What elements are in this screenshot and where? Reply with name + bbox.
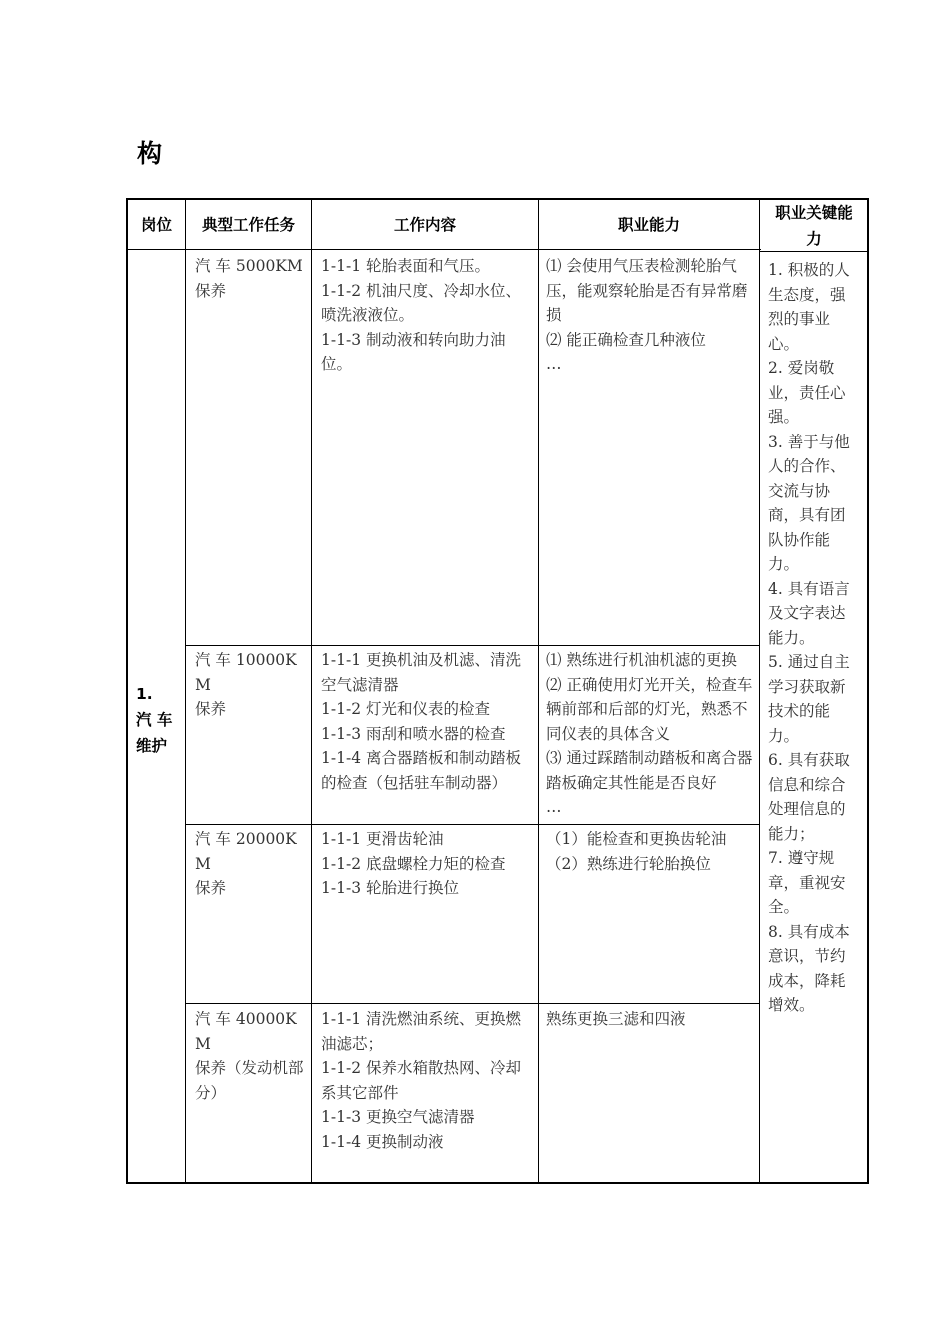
content-cell: 1-1-1 更滑齿轮油 1-1-2 底盘螺栓力矩的检查 1-1-3 轮胎进行换位 (321, 830, 506, 897)
content-cell: 1-1-1 更换机油及机滤、清洗空气滤清器 1-1-2 灯光和仪表的检查 1-1-3 雨刮和喷水器的检查 1-1-4 离合器踏板和制动踏板的检查（包括驻车制动器） (321, 651, 521, 792)
task-cell: 汽 车 5000KM 保养 (195, 257, 303, 300)
column-divider (311, 198, 312, 1184)
task-cell: 汽 车 20000KM 保养 (195, 830, 297, 897)
header-task: 典型工作任务 (201, 216, 295, 234)
content-cell: 1-1-1 轮胎表面和气压。 1-1-2 机油尺度、冷却水位、喷洗液液位。 1-1-3 制动液和转向助力油位。 (321, 257, 521, 373)
row-divider (185, 824, 760, 825)
header-post: 岗位 (140, 216, 172, 234)
column-divider (759, 198, 760, 1184)
header-divider (126, 249, 761, 250)
table-border-top (126, 198, 869, 200)
header-ability: 职业能力 (617, 216, 680, 234)
column-divider (185, 198, 186, 1184)
ability-cell: （1）能检查和更换齿轮油 （2）熟练进行轮胎换位 (546, 830, 727, 873)
table-border-left (126, 198, 128, 1184)
table-border-bottom (126, 1182, 869, 1184)
task-cell: 汽 车 40000KM 保养（发动机部分） (195, 1010, 304, 1102)
ability-cell: ⑴ 会使用气压表检测轮胎气压，能观察轮胎是否有异常磨损 ⑵ 能正确检查几种液位 … (546, 257, 748, 373)
header-content: 工作内容 (393, 216, 456, 234)
ability-cell: 熟练更换三滤和四液 (546, 1010, 686, 1028)
table-border-right (867, 198, 869, 1184)
row-divider (185, 1003, 760, 1004)
task-cell: 汽 车 10000KM 保养 (195, 651, 297, 718)
ability-cell: ⑴ 熟练进行机油机滤的更换 ⑵ 正确使用灯光开关，检查车辆前部和后部的灯光，熟悉不同仪表的具体含义 ⑶ 通过踩踏制动踏板和离合器踏板确定其性能是否良好 … (546, 651, 753, 816)
post-cell: 1. 汽 车 维护 (136, 685, 173, 755)
column-divider (538, 198, 539, 1184)
key-ability-cell: 1. 积极的人生态度，强烈的事业心。 2. 爱岗敬业，责任心强。 3. 善于与他人的合作、交流与协商，具有团队协作能力。 4. 具有语言及文字表达能力。 5. 通过自主学习获取新技术的能力。 6. 具有获取信息和综合处理信息的能力； 7. 遵守规章，重视安全。 8. 具有成本意识，节约成本，降耗增效。 (768, 261, 850, 1014)
content-cell: 1-1-1 清洗燃油系统、更换燃油滤芯； 1-1-2 保养水箱散热网、冷却系其它部件 1-1-3 更换空气滤清器 1-1-4 更换制动液 (321, 1010, 521, 1151)
header-key-ability: 职业关键能力 (775, 204, 853, 248)
page-heading: 构 (137, 139, 163, 168)
row-divider (185, 645, 760, 646)
